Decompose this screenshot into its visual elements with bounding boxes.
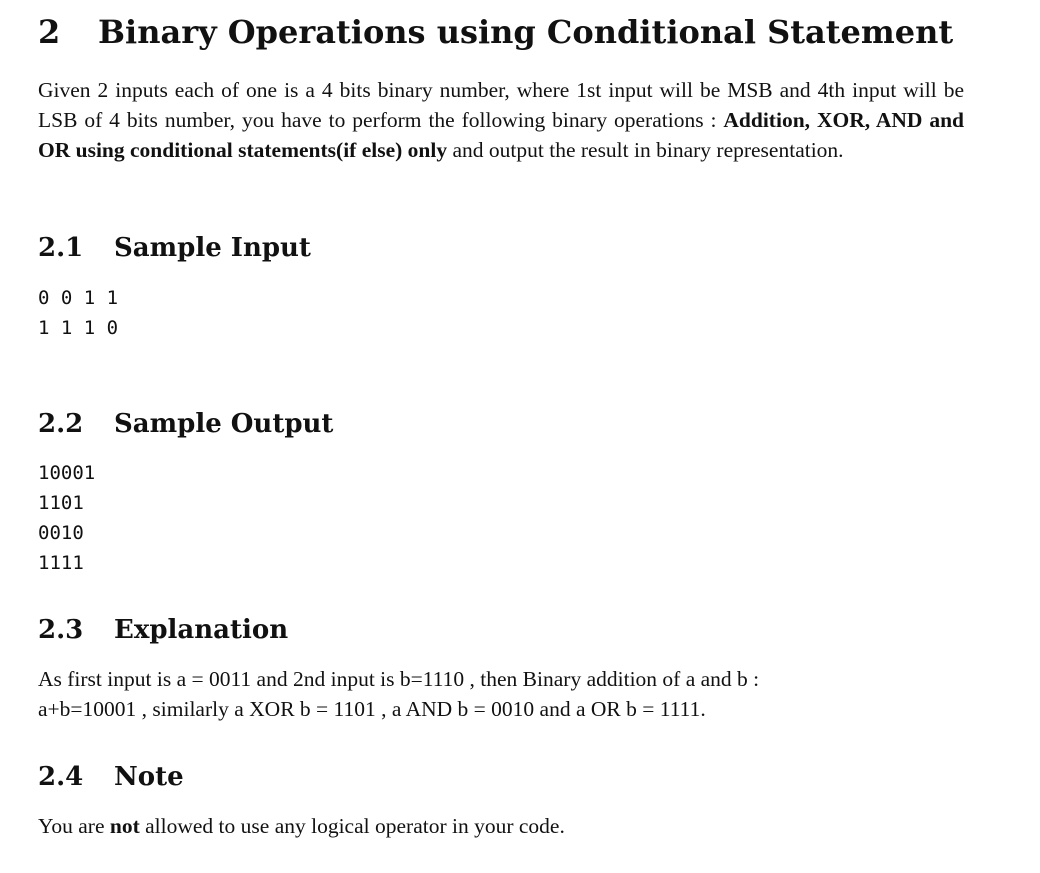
section-title-text: Binary Operations using Conditional Statement: [98, 13, 954, 51]
subsection-title: Note: [114, 762, 184, 792]
intro-bold-text: Addition, XOR, AND and OR using conditional statements(if else) only: [38, 108, 964, 162]
intro-text-2: and output the result in binary representation.: [447, 138, 844, 162]
explanation-line-2: a+b=10001 , similarly a XOR b = 1101 , a AND b = 0010 and a OR b = 1111.: [38, 697, 706, 721]
sample-input-line: 0 0 1 1: [38, 287, 119, 309]
note-text-1: You are: [38, 814, 110, 838]
subsection-title: Explanation: [114, 615, 289, 645]
sample-input-line: 1 1 1 0: [38, 317, 119, 339]
subsection-heading-sample-output: [38, 407, 333, 441]
sample-output-line: 1101: [38, 492, 84, 514]
subsection-title: Sample Output: [114, 409, 334, 439]
note-paragraph: [38, 811, 964, 841]
intro-paragraph: [38, 75, 964, 165]
subsection-number: 2.4: [38, 762, 84, 792]
sample-output-line: 1111: [38, 552, 84, 574]
intro-text-1: Given 2 inputs each of one is a 4 bits binary number, where 1st input will be MSB and 4th input will be LSB of 4 bits number, you have to perform the following binary operations :: [38, 78, 964, 132]
subsection-title: Sample Input: [114, 233, 311, 263]
subsection-heading-sample-input: [38, 231, 311, 265]
subsection-heading-explanation: [38, 613, 288, 647]
sample-output-line: 0010: [38, 522, 84, 544]
explanation-paragraph: [38, 664, 968, 724]
section-number: 2: [38, 13, 61, 51]
sample-output-line: 10001: [38, 462, 96, 484]
subsection-number: 2.1: [38, 233, 84, 263]
subsection-number: 2.3: [38, 615, 84, 645]
subsection-number: 2.2: [38, 409, 84, 439]
sample-input-block: [38, 283, 118, 343]
subsection-heading-note: [38, 760, 184, 794]
sample-output-block: [38, 458, 95, 578]
note-bold-text: not: [109, 814, 140, 838]
note-text-2: allowed to use any logical operator in your code.: [139, 814, 565, 838]
explanation-line-1: As first input is a = 0011 and 2nd input is b=1110 , then Binary addition of a and b :: [38, 667, 760, 691]
section-heading: [38, 10, 953, 54]
